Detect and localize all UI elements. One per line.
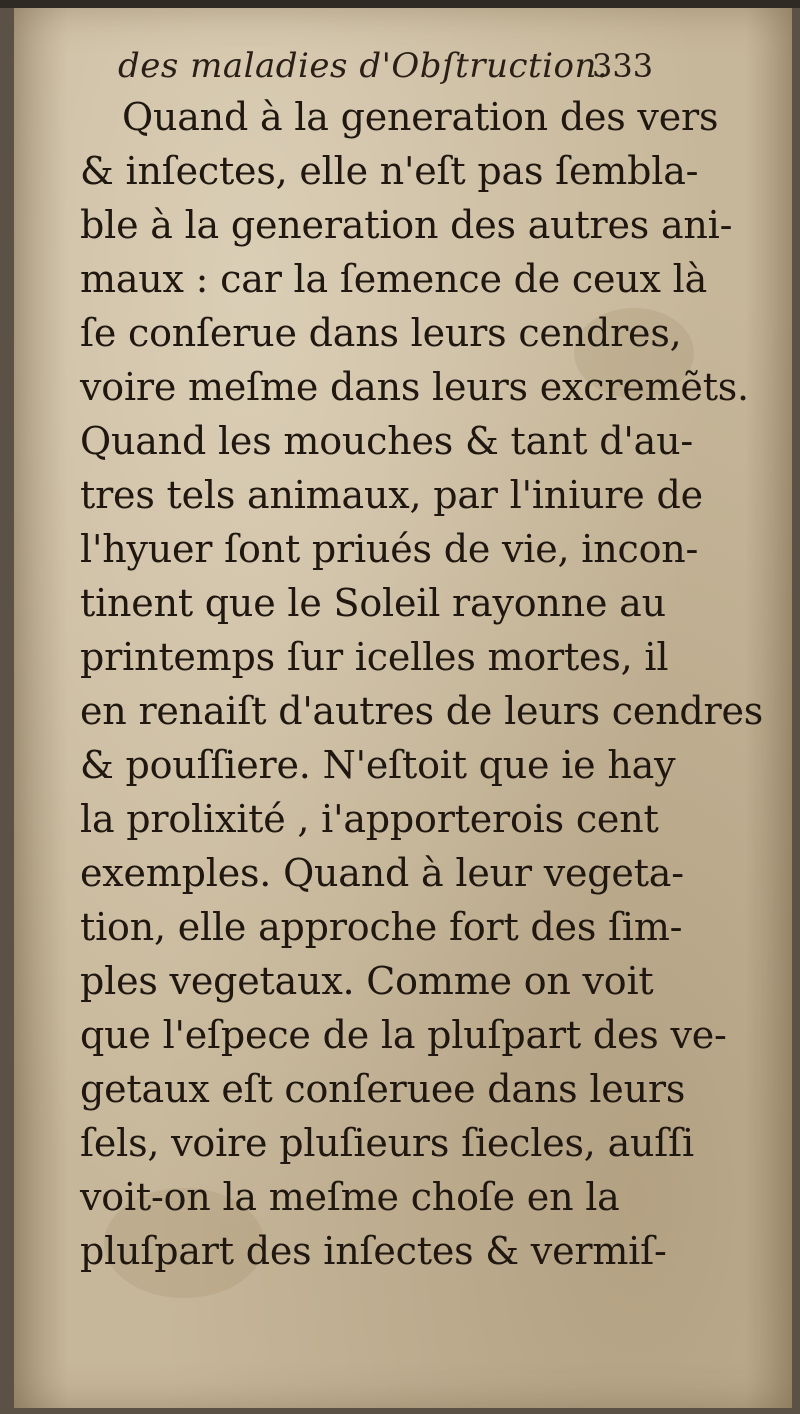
text-line: ſels, voire pluſieurs ſiecles, auſſi xyxy=(80,1121,694,1165)
running-title: des maladies d'Obſtruction. xyxy=(118,46,609,86)
page-number: 333 xyxy=(592,47,654,85)
text-line: tres tels animaux, par l'iniure de xyxy=(80,473,703,517)
text-line: ſe conſerue dans leurs cendres, xyxy=(80,311,682,355)
text-line: printemps ſur icelles mortes, il xyxy=(80,635,669,679)
text-line: ble à la generation des autres ani- xyxy=(80,203,733,247)
page-top-edge xyxy=(0,0,800,8)
text-line: maux : car la ſemence de ceux là xyxy=(80,257,708,301)
text-line: l'hyuer ſont priués de vie, incon- xyxy=(80,527,699,571)
text-line: tion, elle approche fort des ſim- xyxy=(80,905,683,949)
body-text xyxy=(80,90,764,1278)
text-line: exemples. Quand à leur vegeta- xyxy=(80,851,684,895)
text-line: getaux eſt conſeruee dans leurs xyxy=(80,1067,686,1111)
text-line: ples vegetaux. Comme on voit xyxy=(80,959,654,1003)
text-line: tinent que le Soleil rayonne au xyxy=(80,581,666,625)
text-line: que l'eſpece de la pluſpart des ve- xyxy=(80,1013,727,1057)
text-line: Quand à la generation des vers xyxy=(122,95,719,139)
text-line: Quand les mouches & tant d'au- xyxy=(80,419,693,463)
text-line: & inſectes, elle n'eſt pas ſembla- xyxy=(80,149,699,193)
text-line: voire meſme dans leurs excremẽts. xyxy=(80,365,749,409)
text-line: en renaiſt d'autres de leurs cendres xyxy=(80,689,764,733)
text-line: voit-on la meſme choſe en la xyxy=(80,1175,620,1219)
text-line: la prolixité , i'apporterois cent xyxy=(80,797,659,841)
text-line: & pouſſiere. N'eſtoit que ie hay xyxy=(80,743,676,787)
text-line: pluſpart des inſectes & vermiſ- xyxy=(80,1229,667,1273)
